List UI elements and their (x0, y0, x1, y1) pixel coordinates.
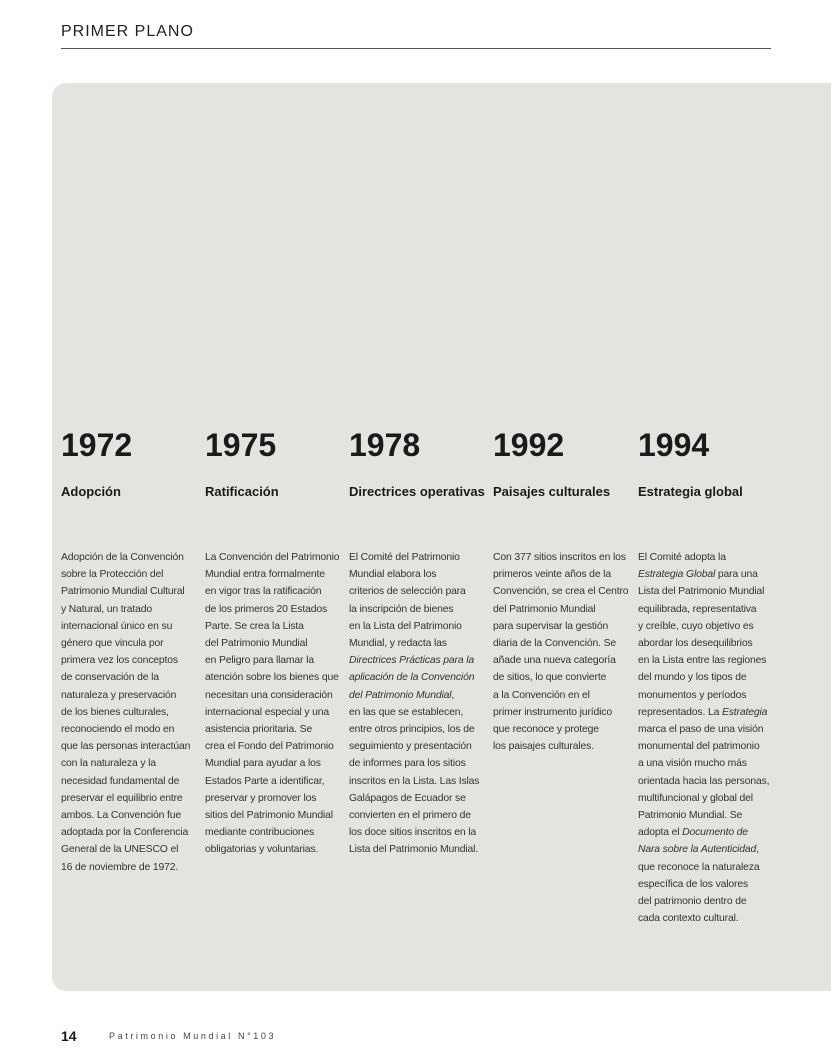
description-line: Mundial para ayudar a los (205, 758, 321, 770)
description-line: El Comité del Patrimonio (349, 552, 460, 563)
description-line: General de la UNESCO el (61, 844, 179, 856)
description-line: primer instrumento jurídico (493, 706, 612, 718)
timeline-title: Paisajes culturales (493, 484, 611, 499)
description-line: adoptada por la Conferencia (61, 827, 189, 839)
timeline-title: Estrategia global (638, 484, 743, 499)
description-line: primeros veinte años de la (493, 569, 611, 581)
description-line: sitios del Patrimonio Mundial (205, 810, 333, 822)
description-line: atención sobre los bienes que (205, 672, 339, 684)
description-line: internacional único en su (61, 620, 173, 632)
description-line: monumentos y períodos (638, 689, 747, 701)
description-line: en la Lista entre las regiones (638, 655, 767, 667)
description-line: a la Convención en el (493, 689, 590, 701)
timeline-year: 1975 (205, 427, 277, 463)
description-line: preservar el equilibrio entre (61, 792, 183, 804)
description-line: necesidad fundamental de (61, 775, 180, 787)
description-line: Directrices Prácticas para la (349, 655, 474, 667)
description-line: criterios de selección para (349, 586, 466, 598)
description-line: Patrimonio Mundial Cultural (61, 586, 185, 598)
description-line: Mundial elabora los (349, 569, 437, 581)
timeline-title: Directrices operativas (349, 484, 485, 499)
description-line: aplicación de la Convención (349, 672, 475, 684)
description-line: los doce sitios inscritos en la (349, 827, 477, 839)
description-line: en Peligro para llamar la (205, 655, 314, 667)
description-line: los paisajes culturales. (493, 741, 594, 753)
description-line: orientada hacia las personas, (638, 775, 770, 787)
description-line: mediante contribuciones (205, 827, 315, 839)
timeline-year: 1992 (493, 427, 565, 463)
description-line: que reconoce la naturaleza (638, 861, 760, 873)
description-line: de los primeros 20 Estados (205, 603, 328, 615)
description-line: Adopción de la Convención (61, 552, 184, 563)
description-line: cada contexto cultural. (638, 913, 739, 925)
timeline-title: Ratificación (205, 484, 279, 499)
description-line: Estados Parte a identificar, (205, 775, 325, 787)
description-line: con la naturaleza y la (61, 758, 156, 770)
description-line: y Natural, un tratado (61, 603, 152, 615)
description-line: necesitan una consideración (205, 689, 333, 701)
description-line: de los bienes culturales, (61, 706, 169, 718)
page-header (61, 22, 771, 49)
description-line: inscritos en la Lista. Las Islas (349, 775, 480, 787)
page-number: 14 (61, 1027, 77, 1044)
description-line: naturaleza y preservación (61, 689, 177, 701)
description-line: y creíble, cuyo objetivo es (638, 620, 754, 632)
description-line: Mundial entra formalmente (205, 569, 325, 581)
description-line: Parte. Se crea la Lista (205, 620, 304, 632)
timeline-title: Adopción (61, 484, 121, 499)
description-line: del mundo y los tipos de (638, 672, 747, 684)
description-line: sobre la Protección del (61, 569, 164, 581)
timeline-description (638, 549, 778, 927)
timeline-description (61, 549, 201, 876)
description-line: Lista del Patrimonio Mundial. (349, 844, 479, 856)
section-title: PRIMER PLANO (61, 23, 194, 40)
description-line: abordar los desequilibrios (638, 638, 753, 650)
description-line: del patrimonio dentro de (638, 896, 747, 908)
magazine-name: Patrimonio Mundial N°103 (109, 1030, 277, 1041)
description-line: seguimiento y presentación (349, 741, 472, 753)
description-line: Convención, se crea el Centro (493, 586, 629, 598)
description-line: añade una nueva categoría (493, 655, 616, 667)
timeline-description (205, 549, 345, 859)
timeline-description (349, 549, 489, 859)
description-line: entre otros principios, los de (349, 724, 475, 736)
description-line: Patrimonio Mundial. Se (638, 810, 743, 822)
description-line: Estrategia Global para una (638, 569, 758, 581)
description-line: Con 377 sitios inscritos en los (493, 552, 626, 563)
description-line: reconociendo el modo en (61, 724, 175, 736)
timeline-year: 1978 (349, 427, 421, 463)
description-line: Mundial, y redacta las (349, 638, 447, 650)
description-line: de sitios, lo que convierte (493, 672, 607, 684)
description-line: en la Lista del Patrimonio (349, 620, 462, 632)
description-line: La Convención del Patrimonio (205, 552, 340, 563)
description-line: primera vez los conceptos (61, 655, 178, 667)
description-line: de conservación de la (61, 672, 159, 684)
description-line: multifuncional y global del (638, 792, 753, 804)
description-line: en las que se establecen, (349, 706, 464, 718)
description-line: específica de los valores (638, 878, 749, 890)
description-line: 16 de noviembre de 1972. (61, 861, 179, 873)
description-line: El Comité adopta la (638, 552, 726, 563)
description-line: para supervisar la gestión (493, 620, 609, 632)
description-line: del Patrimonio Mundial (493, 603, 596, 615)
description-line: que reconoce y protege (493, 724, 599, 736)
description-line: marca el paso de una visión (638, 724, 764, 736)
description-line: preservar y promover los (205, 792, 317, 804)
description-line: de informes para los sitios (349, 758, 466, 770)
description-line: asistencia prioritaria. Se (205, 724, 312, 736)
timeline-year: 1972 (61, 427, 133, 463)
description-line: obligatorias y voluntarias. (205, 844, 319, 856)
timeline-description (493, 549, 633, 755)
description-line: que las personas interactúan (61, 741, 191, 753)
description-line: internacional especial y una (205, 706, 330, 718)
description-line: adopta el Documento de (638, 827, 748, 839)
description-line: Nara sobre la Autenticidad, (638, 844, 759, 856)
description-line: Galápagos de Ecuador se (349, 792, 466, 804)
description-line: Lista del Patrimonio Mundial (638, 586, 765, 598)
description-line: representados. La Estrategia (638, 706, 768, 718)
description-line: diaria de la Convención. Se (493, 638, 617, 650)
description-line: género que vincula por (61, 638, 164, 650)
description-line: ambos. La Convención fue (61, 810, 182, 822)
description-line: crea el Fondo del Patrimonio (205, 741, 334, 753)
description-line: en vigor tras la ratificación (205, 586, 322, 598)
description-line: monumental del patrimonio (638, 741, 760, 753)
page-footer (61, 1027, 276, 1045)
description-line: convierten en el primero de (349, 810, 471, 822)
description-line: la inscripción de bienes (349, 603, 454, 615)
timeline-year: 1994 (638, 427, 710, 463)
description-line: del Patrimonio Mundial, (349, 689, 455, 701)
description-line: equilibrada, representativa (638, 603, 757, 615)
description-line: del Patrimonio Mundial (205, 638, 308, 650)
description-line: a una visión mucho más (638, 758, 747, 770)
